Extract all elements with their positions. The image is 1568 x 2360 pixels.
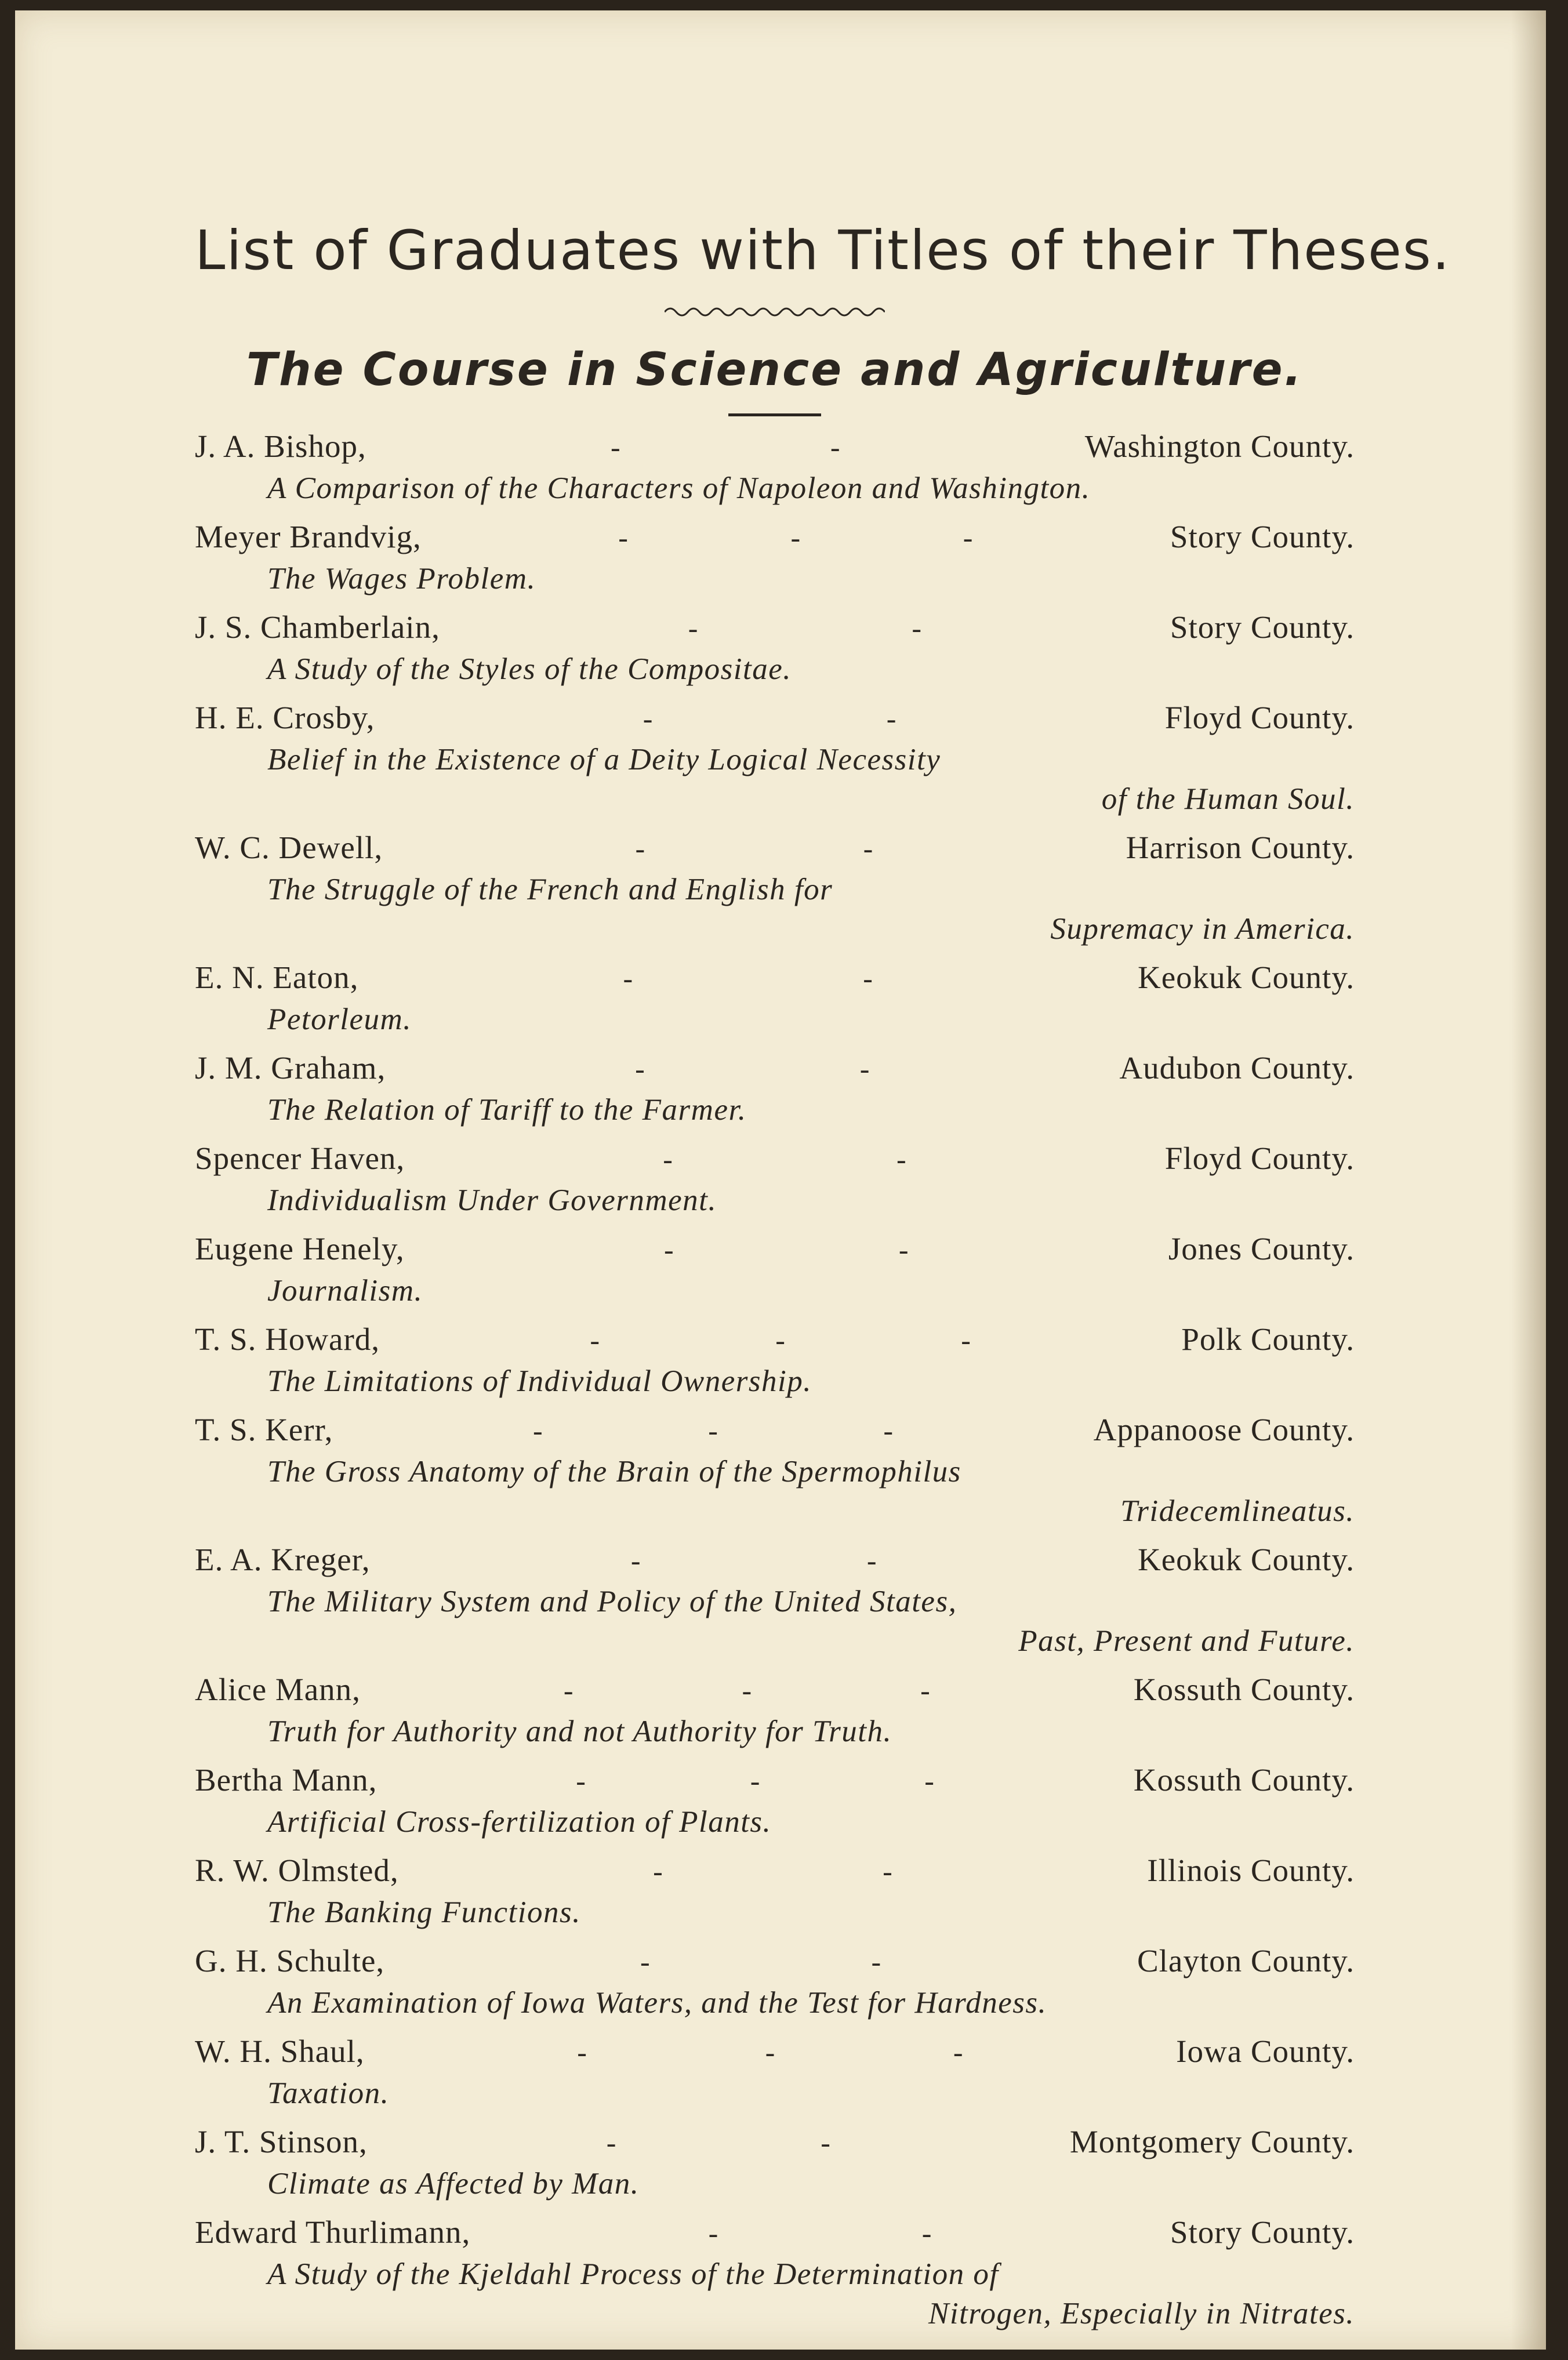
thesis-title-continued: of the Human Soul. [1101, 782, 1355, 816]
wavy-ornament-icon [665, 303, 885, 321]
graduate-entry [195, 699, 1355, 819]
graduate-entry [195, 1230, 1355, 1310]
page [15, 10, 1546, 2350]
graduate-name: R. W. Olmsted, [195, 1853, 399, 1888]
graduate-name: G. H. Schulte, [195, 1943, 385, 1978]
graduate-name: H. E. Crosby, [195, 700, 375, 735]
graduate-entry [195, 518, 1355, 598]
county: Polk County. [1181, 1321, 1355, 1357]
thesis-title: The Relation of Tariff to the Farmer. [267, 1093, 747, 1127]
dash-leader: - - [653, 1855, 893, 1887]
dash-leader: - - - [618, 521, 974, 554]
graduate-name: Eugene Henely, [195, 1231, 405, 1266]
county: Kossuth County. [1133, 1672, 1355, 1707]
graduate-name: J. T. Stinson, [195, 2124, 368, 2159]
entry-header [195, 1762, 1355, 1802]
entry-header [195, 1140, 1355, 1181]
graduate-name: J. S. Chamberlain, [195, 609, 440, 645]
thesis-title: The Gross Anatomy of the Brain of the Spermophilus [267, 1455, 961, 1488]
graduate-name: Edward Thurlimann, [195, 2214, 471, 2250]
county: Kossuth County. [1133, 1762, 1355, 1798]
county: Harrison County. [1126, 830, 1355, 865]
dash-leader: - - [630, 1544, 877, 1577]
graduate-entry [195, 2214, 1355, 2333]
dash-leader: - - [635, 1052, 870, 1085]
county: Illinois County. [1147, 1853, 1355, 1888]
thesis-title: The Struggle of the French and English for [267, 873, 833, 906]
thesis-title: Taxation. [267, 2076, 390, 2110]
graduate-name: Spencer Haven, [195, 1141, 405, 1176]
county: Jones County. [1168, 1231, 1355, 1266]
county: Iowa County. [1176, 2034, 1355, 2069]
thesis-title: Truth for Authority and not Authority for Truth. [267, 1715, 892, 1748]
graduate-entry [195, 1671, 1355, 1751]
entry-header [195, 829, 1355, 870]
dash-leader: - - - [576, 1764, 935, 1797]
dash-leader: - - - [563, 1674, 931, 1707]
entry-header [195, 518, 1355, 559]
graduate-name: J. A. Bishop, [195, 429, 366, 464]
graduate-entry [195, 1852, 1355, 1932]
thesis-title: The Limitations of Individual Ownership. [267, 1364, 812, 1398]
entry-header [195, 1671, 1355, 1712]
graduate-name: J. M. Graham, [195, 1050, 386, 1085]
county: Keokuk County. [1137, 960, 1355, 995]
county: Floyd County. [1164, 700, 1355, 735]
graduate-entry [195, 1321, 1355, 1401]
entry-header [195, 2123, 1355, 2164]
entry-header [195, 428, 1355, 469]
county: Clayton County. [1137, 1943, 1355, 1978]
thesis-title: A Comparison of the Characters of Napoleon and Washington. [267, 471, 1091, 505]
thesis-title: The Military System and Policy of the United States, [267, 1585, 957, 1618]
county: Washington County. [1084, 429, 1355, 464]
graduate-entry [195, 829, 1355, 949]
graduate-entry [195, 1140, 1355, 1220]
thesis-title: Artificial Cross-fertilization of Plants. [267, 1805, 772, 1839]
entry-header [195, 1050, 1355, 1090]
county: Montgomery County. [1069, 2124, 1355, 2159]
thesis-title: Climate as Affected by Man. [267, 2167, 640, 2201]
thesis-title: A Study of the Kjeldahl Process of the Determination of [267, 2257, 999, 2291]
graduate-entry [195, 1762, 1355, 1842]
dash-leader: - - [610, 431, 841, 463]
entry-header [195, 1230, 1355, 1271]
page-edge [1511, 10, 1546, 2350]
entry-header [195, 1943, 1355, 1983]
dash-leader: - - [643, 702, 897, 735]
graduate-name: T. S. Kerr, [195, 1412, 333, 1447]
thesis-title: The Wages Problem. [267, 562, 536, 596]
document-content [195, 219, 1451, 2333]
graduate-name: Alice Mann, [195, 1672, 361, 1707]
graduate-name: W. H. Shaul, [195, 2034, 365, 2069]
entry-header [195, 1321, 1355, 1361]
thesis-title: Individualism Under Government. [267, 1183, 717, 1217]
dash-leader: - - [623, 962, 873, 994]
graduate-entry [195, 959, 1355, 1039]
graduate-entry [195, 1943, 1355, 2023]
entry-header [195, 1852, 1355, 1893]
entry-header [195, 609, 1355, 649]
entry-header [195, 1541, 1355, 1582]
dash-leader: - - [640, 1945, 882, 1978]
graduate-entry [195, 2123, 1355, 2203]
entry-header [195, 959, 1355, 1000]
dash-leader: - - [635, 832, 874, 865]
thesis-title-continued: Supremacy in America. [1050, 912, 1355, 946]
graduate-entry [195, 609, 1355, 689]
county: Story County. [1170, 519, 1355, 554]
entry-header [195, 2214, 1355, 2254]
graduate-name: T. S. Howard, [195, 1321, 380, 1357]
thesis-title-continued: Tridecemlineatus. [1120, 1494, 1355, 1528]
dash-leader: - - - [590, 1324, 971, 1356]
thesis-title: An Examination of Iowa Waters, and the Test for Hardness. [267, 1986, 1047, 2020]
graduate-entry [195, 428, 1355, 508]
thesis-title: The Banking Functions. [267, 1896, 581, 1929]
thesis-title-continued: Past, Present and Future. [1018, 1624, 1355, 1658]
thesis-title: A Study of the Styles of the Compositae. [267, 652, 792, 686]
graduate-name: Meyer Brandvig, [195, 519, 422, 554]
dash-leader: - - [708, 2217, 932, 2249]
entry-header [195, 1411, 1355, 1452]
county: Story County. [1170, 609, 1355, 645]
graduate-list [195, 428, 1355, 2333]
graduate-entry [195, 2033, 1355, 2113]
graduate-name: E. A. Kreger, [195, 1542, 371, 1577]
divider [728, 413, 821, 416]
dash-leader: - - [606, 2126, 831, 2159]
section-title: The Course in Science and Agriculture. [246, 344, 1304, 396]
dash-leader: - - - [577, 2036, 964, 2068]
thesis-title-continued: Nitrogen, Especially in Nitrates. [928, 2297, 1355, 2330]
thesis-title: Belief in the Existence of a Deity Logical Necessity [267, 743, 941, 776]
county: Appanoose County. [1093, 1412, 1355, 1447]
graduate-name: E. N. Eaton, [195, 960, 359, 995]
county: Audubon County. [1119, 1050, 1355, 1085]
graduate-entry [195, 1050, 1355, 1130]
dash-leader: - - [663, 1143, 907, 1175]
thesis-title: Petorleum. [267, 1003, 412, 1036]
page-title: List of Graduates with Titles of their Theses. [195, 219, 1451, 282]
graduate-entry [195, 1541, 1355, 1661]
entry-header [195, 699, 1355, 740]
county: Keokuk County. [1137, 1542, 1355, 1577]
dash-leader: - - [663, 1233, 909, 1266]
county: Story County. [1170, 2214, 1355, 2250]
entry-header [195, 2033, 1355, 2074]
graduate-entry [195, 1411, 1355, 1531]
thesis-title: Journalism. [267, 1274, 423, 1308]
county: Floyd County. [1164, 1141, 1355, 1176]
dash-leader: - - [688, 612, 922, 644]
dash-leader: - - - [532, 1414, 894, 1447]
graduate-name: W. C. Dewell, [195, 830, 383, 865]
graduate-name: Bertha Mann, [195, 1762, 378, 1798]
